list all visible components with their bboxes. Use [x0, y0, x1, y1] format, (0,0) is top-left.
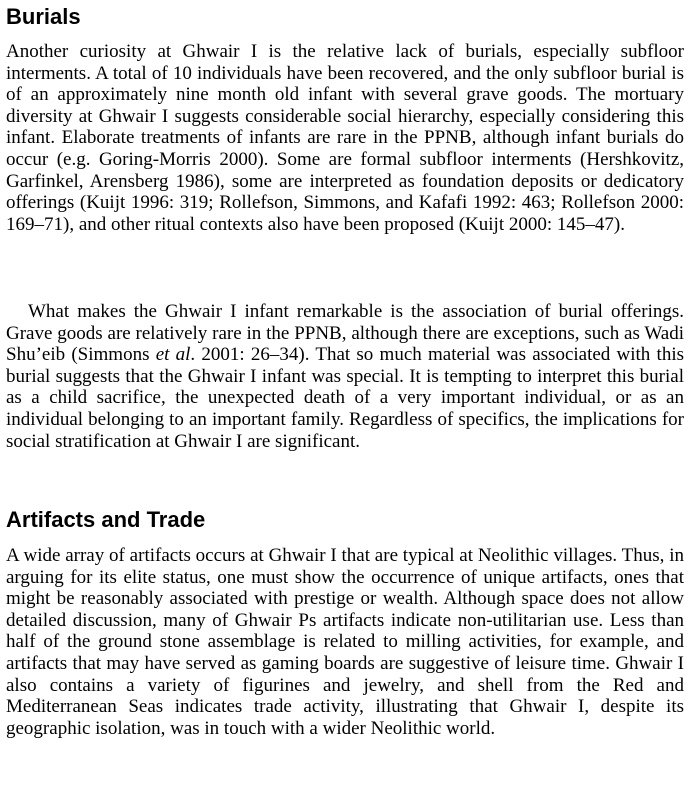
section-heading-burials: Burials: [6, 4, 81, 29]
burials-paragraph-1: Another curiosity at Ghwair I is the relative lack of burials, especially subfloor interments. A total of 10 individuals have been recovered, and the only subfloor burial is of an approximately nine month old infant with several grave goods. The mortuary diversity at Ghwair I suggests considerable social hierarchy, especially considering this infant. Elaborate treatments of infants are rare in the PPNB, although infant burials do occur (e.g. Goring-Morris 2000). Some are formal subfloor interments (Hershkovitz, Garfinkel, Arensberg 1986), some are interpreted as foundation deposits or dedicatory offerings (Kuijt 1996: 319; Rollefson, Simmons, and Kafafi 1992: 463; Rollefson 2000: 169–71), and other ritual contexts also have been proposed (Kuijt 2000: 145–47).: [6, 41, 684, 235]
artifacts-paragraph-1: A wide array of artifacts occurs at Ghwair I that are typical at Neolithic villages. Thus, in arguing for its elite status, one must show the occurrence of unique artifacts, ones that might be reasonably associated with prestige or wealth. Although space does not allow detailed discussion, many of Ghwair Ps artifacts indicate non-utilitarian use. Less than half of the ground stone assemblage is related to milling activities, for example, and artifacts that may have served as gaming boards are suggestive of leisure time. Ghwair I also contains a variety of figurines and jewelry, and shell from the Red and Mediterranean Seas indicates trade activity, illustrating that Ghwair I, despite its geographic isolation, was in touch with a wider Neolithic world.: [6, 545, 684, 739]
paragraph-text-before: What makes the Ghwair I infant remarkable is the association of burial offerings. Grave goods are relatively rare in the PPNB, although there are exceptions, such as Wadi Shu’eib (Simmons: [6, 301, 684, 366]
italic-et-al: et al: [155, 344, 191, 366]
burials-paragraph-2: [6, 301, 684, 452]
section-heading-artifacts-and-trade: Artifacts and Trade: [6, 507, 206, 532]
paragraph-text-after: . 2001: 26–34). That so much material was associated with this burial suggests that the Ghwair I infant was special. It is tempting to interpret this burial as a child sacrifice, the unexpected death of a very important individual, or as an individual belonging to an important family. Regardless of specifics, the implications for social stratification at Ghwair I are significant.: [6, 344, 684, 452]
